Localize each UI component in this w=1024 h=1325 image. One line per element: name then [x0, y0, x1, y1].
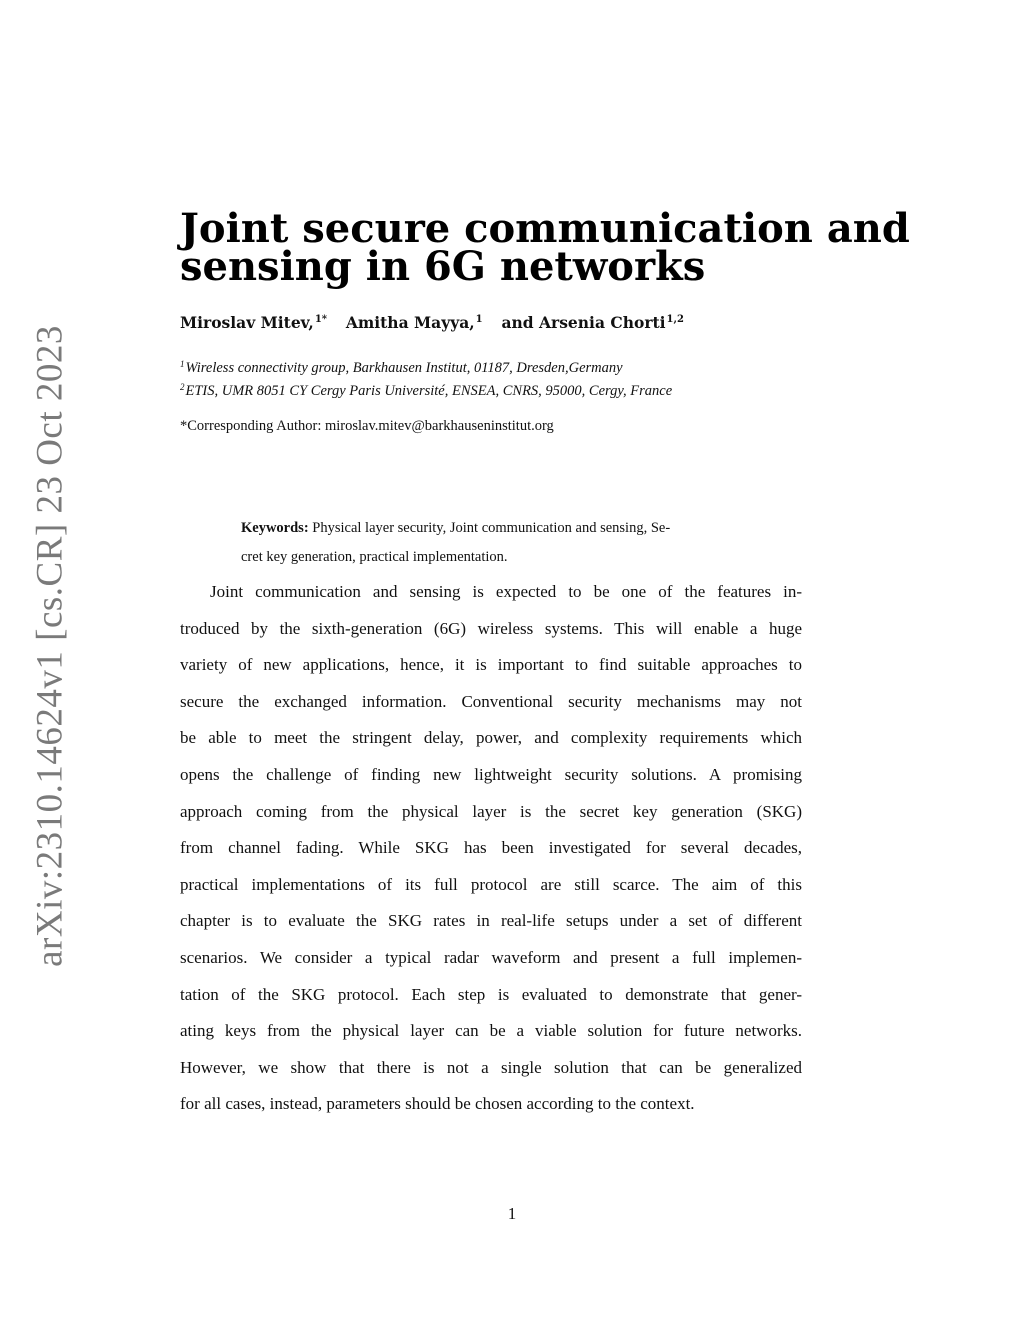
abstract-line: opens the challenge of finding new lightweight security solutions. A promising — [180, 764, 802, 784]
abstract-line: be able to meet the stringent delay, power, and complexity requirements which — [180, 728, 802, 748]
author-affiliation-mark: 1 — [475, 314, 483, 325]
abstract-line: secure the exchanged information. Conventional security mechanisms may not — [180, 691, 802, 711]
abstract-line: Joint communication and sensing is expected to be one of the features in- — [210, 582, 802, 601]
keywords-block — [241, 514, 741, 572]
abstract-line: chapter is to evaluate the SKG rates in real-life setups under a set of different — [180, 911, 802, 931]
author-affiliation-mark: 1* — [314, 314, 328, 325]
abstract-line: However, we show that there is not a single solution that can be generalized — [180, 1057, 802, 1077]
corresponding-author: *Corresponding Author: miroslav.mitev@barkhauseninstitut.org — [180, 418, 554, 434]
author-name: and Arsenia Chorti — [501, 313, 666, 332]
abstract-line: tation of the SKG protocol. Each step is evaluated to demonstrate that gener- — [180, 984, 802, 1004]
page-number: 1 — [507, 1204, 517, 1223]
paper-title-line: sensing in 6G networks — [180, 243, 706, 290]
affiliation-list — [180, 355, 672, 401]
abstract-line: scenarios. We consider a typical radar waveform and present a full implemen- — [180, 947, 802, 967]
abstract — [180, 574, 802, 1123]
keywords-label: Keywords: — [241, 520, 309, 536]
abstract-line: practical implementations of its full protocol are still scarce. The aim of this — [180, 874, 802, 894]
affiliation — [180, 355, 672, 378]
affiliation-text: Wireless connectivity group, Barkhausen Institut, 01187, Dresden,Germany — [185, 360, 623, 376]
author-name: Miroslav Mitev, — [180, 313, 314, 332]
affiliation-mark: 1 — [180, 359, 185, 369]
abstract-line: troduced by the sixth-generation (6G) wireless systems. This will enable a huge — [180, 618, 802, 638]
abstract-line: variety of new applications, hence, it is important to find suitable approaches to — [180, 655, 802, 675]
abstract-line: ating keys from the physical layer can be a viable solution for future networks. — [180, 1021, 802, 1041]
affiliation — [180, 378, 672, 401]
author-name: Amitha Mayya, — [345, 313, 475, 332]
abstract-line: for all cases, instead, parameters should be chosen according to the context. — [180, 1094, 695, 1114]
author-affiliation-mark: 1,2 — [666, 314, 684, 325]
author-list — [180, 313, 684, 332]
abstract-line: approach coming from the physical layer is the secret key generation (SKG) — [180, 801, 802, 821]
keywords-text: Physical layer security, Joint communication and sensing, Se- — [312, 520, 671, 536]
keywords-line: cret key generation, practical implementation. — [241, 549, 508, 565]
keywords-line — [241, 514, 741, 543]
affiliation-text: ETIS, UMR 8051 CY Cergy Paris Université, ENSEA, CNRS, 95000, Cergy, France — [185, 383, 673, 399]
paper-title-line: Joint secure communication and — [180, 205, 910, 252]
abstract-line: from channel fading. While SKG has been investigated for several decades, — [180, 838, 802, 858]
arxiv-identifier: arXiv:2310.14624v1 [cs.CR] 23 Oct 2023 — [29, 325, 71, 967]
paper-title — [180, 205, 910, 290]
affiliation-mark: 2 — [180, 382, 185, 392]
